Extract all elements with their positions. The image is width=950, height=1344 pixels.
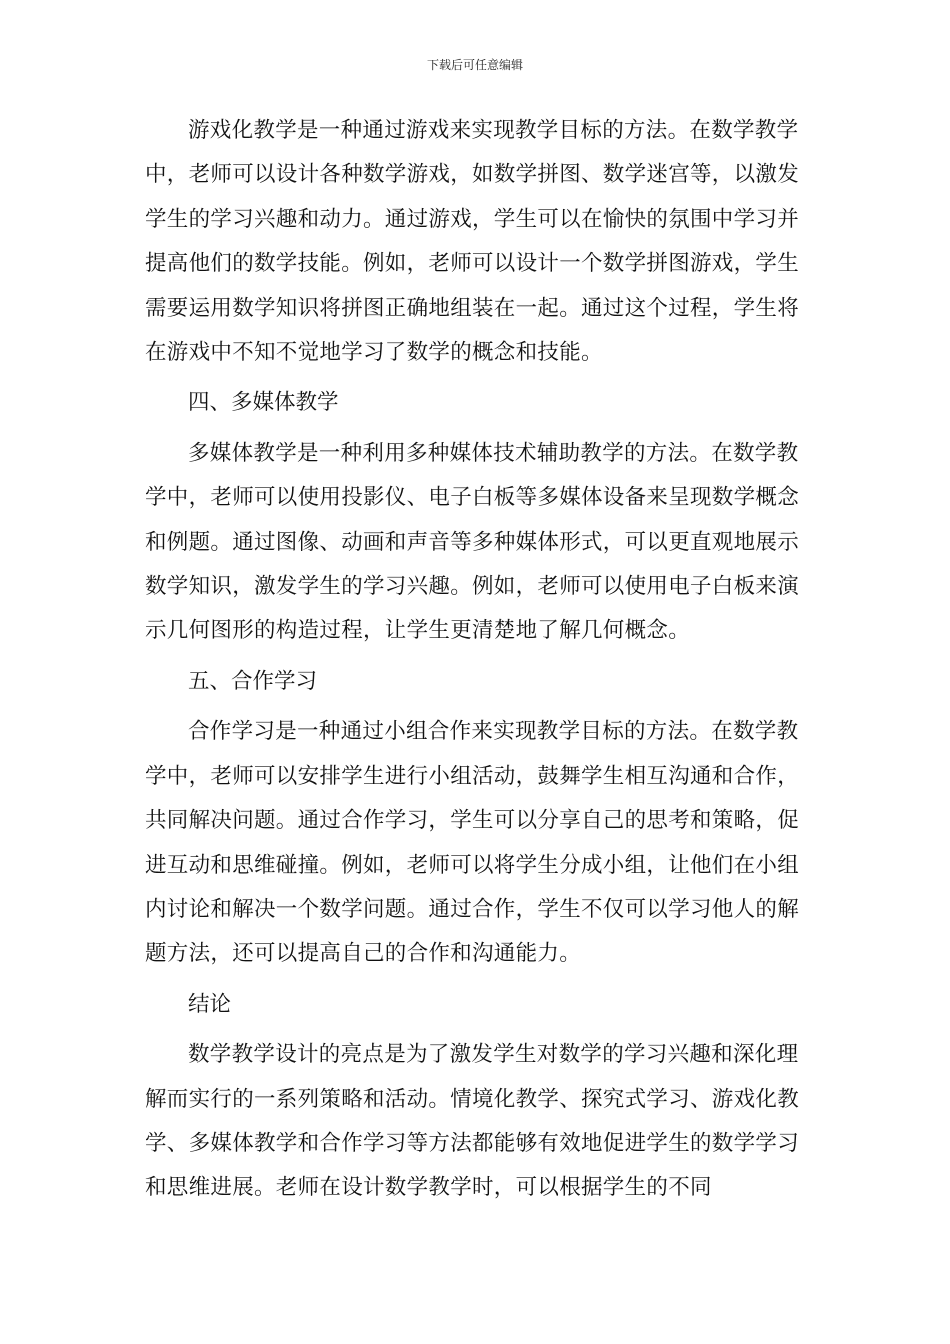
section-heading-conclusion: 结论 [188, 991, 232, 1017]
paragraph-cooperative-learning: 合作学习是一种通过小组合作来实现教学目标的方法。在数学教学中，老师可以安排学生进行小组活动，鼓舞学生相互沟通和合作，共同解决问题。通过合作学习，学生可以分享自己的思考和策略，促进互动和思维碰撞。例如，老师可以将学生分成小组，让他们在小组内讨论和解决一个数学问题。通过合作，学生不仅可以学习他人的解题方法，还可以提高自己的合作和沟通能力。 [145, 719, 800, 967]
section-heading-multimedia: 四、多媒体教学 [188, 390, 339, 416]
paragraph-gamified-teaching: 游戏化教学是一种通过游戏来实现教学目标的方法。在数学教学中，老师可以设计各种数学游戏，如数学拼图、数学迷宫等，以激发学生的学习兴趣和动力。通过游戏，学生可以在愉快的氛围中学习并提高他们的数学技能。例如，老师可以设计一个数学拼图游戏，学生需要运用数学知识将拼图正确地组装在一起。通过这个过程，学生将在游戏中不知不觉地学习了数学的概念和技能。 [145, 118, 800, 366]
document-body [145, 109, 805, 1211]
section-heading-cooperative: 五、合作学习 [188, 668, 318, 694]
paragraph-multimedia-teaching: 多媒体教学是一种利用多种媒体技术辅助教学的方法。在数学教学中，老师可以使用投影仪、电子白板等多媒体设备来呈现数学概念和例题。通过图像、动画和声音等多种媒体形式，可以更直观地展示数学知识，激发学生的学习兴趣。例如，老师可以使用电子白板来演示几何图形的构造过程，让学生更清楚地了解几何概念。 [145, 440, 800, 644]
paragraph-conclusion: 数学教学设计的亮点是为了激发学生对数学的学习兴趣和深化理解而实行的一系列策略和活动。情境化教学、探究式学习、游戏化教学、多媒体教学和合作学习等方法都能够有效地促进学生的数学学习和思维进展。老师在设计数学教学时，可以根据学生的不同 [145, 1042, 800, 1201]
page-header-note: 下载后可任意编辑 [426, 58, 523, 72]
